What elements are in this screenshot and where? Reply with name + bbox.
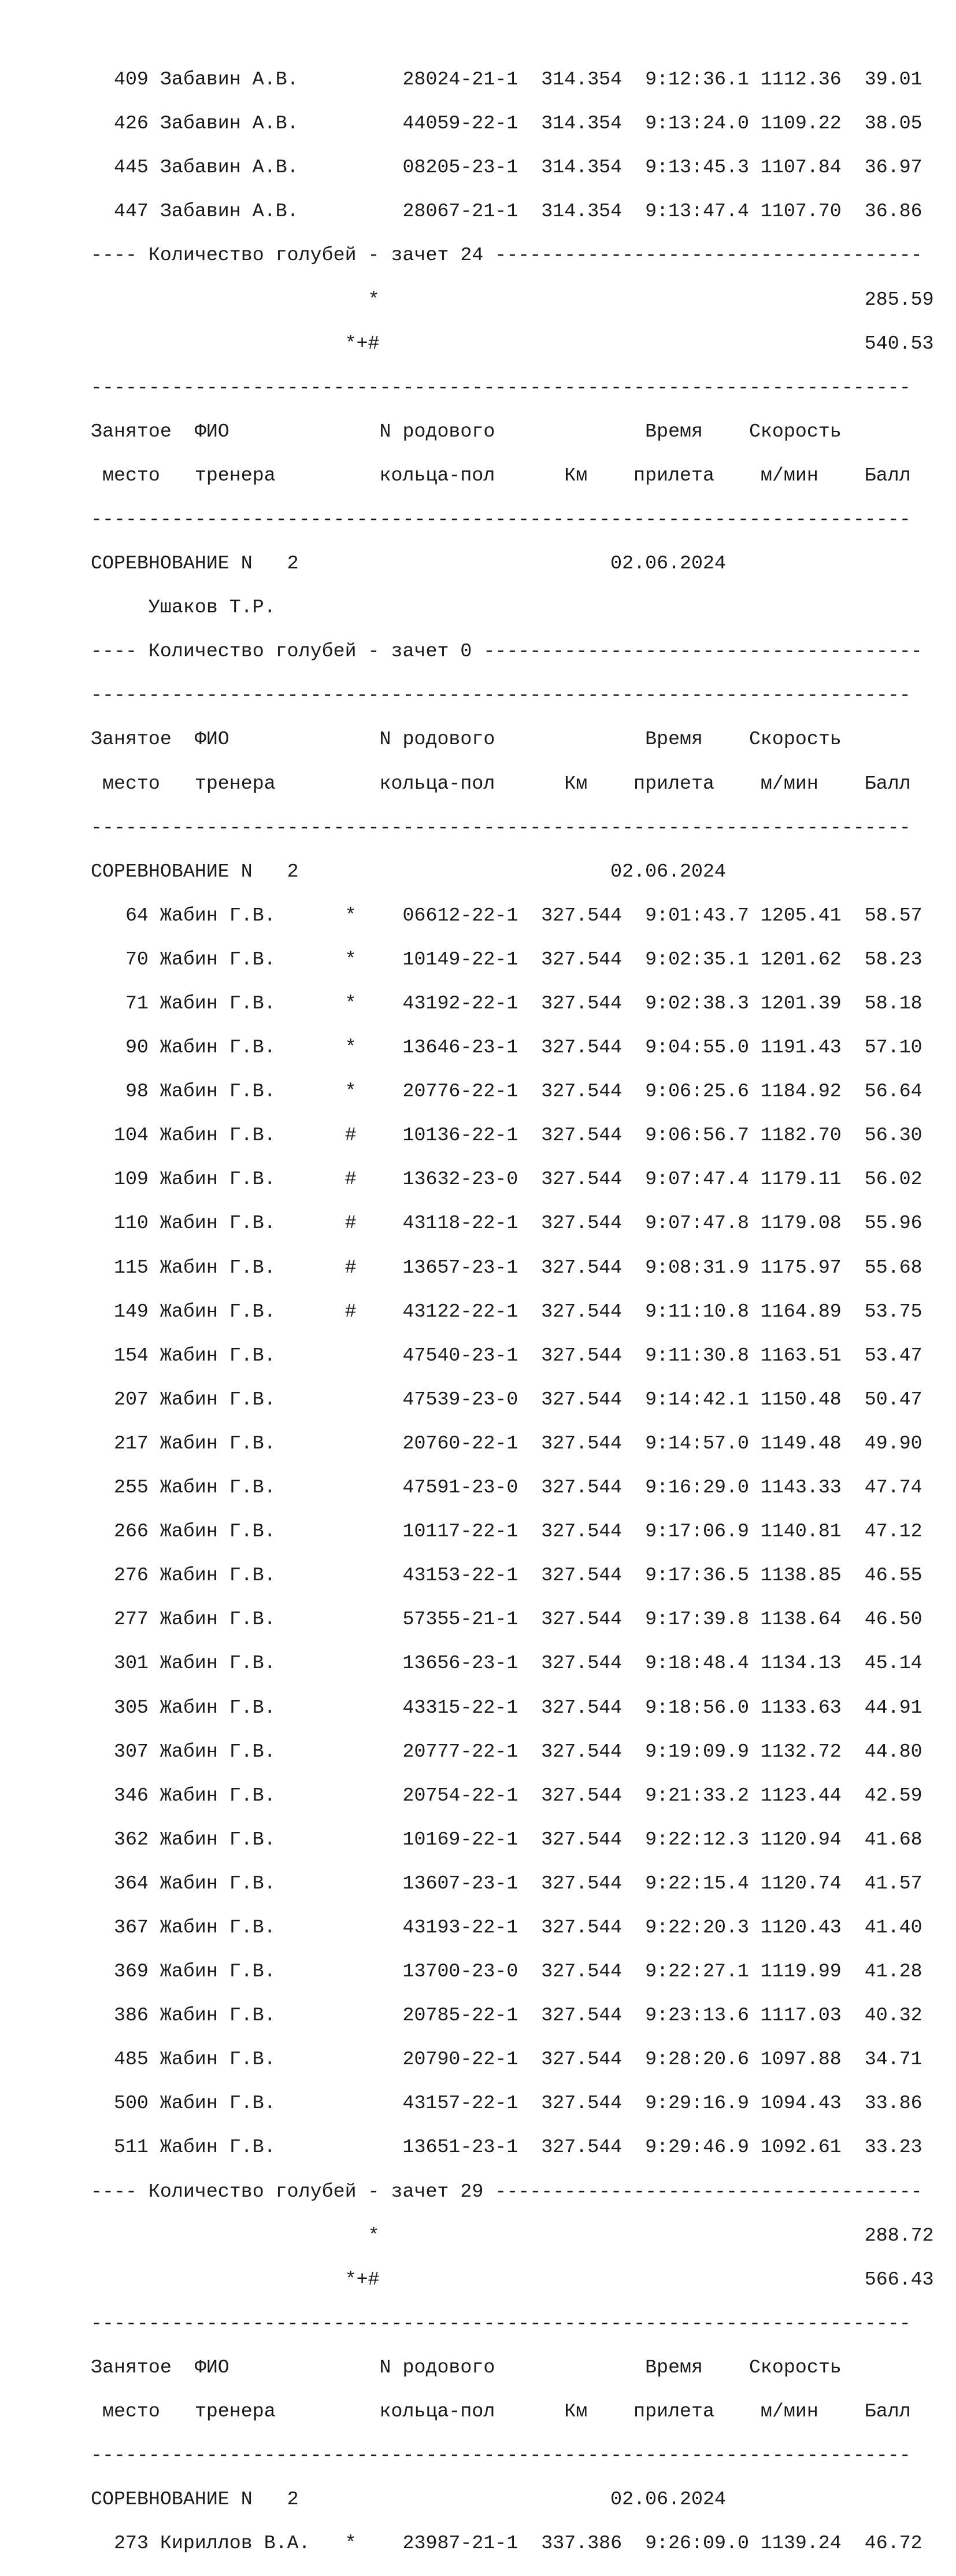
subtotal-star: * 288.72 [91,2224,934,2246]
result-row: 70 Жабин Г.В. * 10149-22-1 327.544 9:02:35.1 1201.62 58.23 [91,948,922,970]
result-row: 364 Жабин Г.В. 13607-23-1 327.544 9:22:15.4 1120.74 41.57 [91,1872,922,1894]
result-row: 346 Жабин Г.В. 20754-22-1 327.544 9:21:33.2 1123.44 42.59 [91,1784,922,1806]
result-row: 445 Забавин А.В. 08205-23-1 314.354 9:13:45.3 1107.84 36.97 [91,156,922,179]
column-header-line-1: Занятое ФИО N родового Время Скорость [91,728,842,751]
column-header-line-1: Занятое ФИО N родового Время Скорость [91,420,842,442]
separator-line: ----------------------------------------------------------------------- [91,376,911,398]
competition-heading: СОРЕВНОВАНИЕ N 2 02.06.2024 [91,2488,726,2511]
trainer-name: Ушаков Т.Р. [91,596,276,619]
pigeon-count-line: ---- Количество голубей - зачет 29 ------------------------------------- [91,2180,922,2202]
result-row: 485 Жабин Г.В. 20790-22-1 327.544 9:28:20.6 1097.88 34.71 [91,2048,922,2071]
result-row: 511 Жабин Г.В. 13651-23-1 327.544 9:29:46.9 1092.61 33.23 [91,2136,922,2159]
result-row: 207 Жабин Г.В. 47539-23-0 327.544 9:14:42.1 1150.48 50.47 [91,1388,922,1410]
separator-line: ----------------------------------------------------------------------- [91,816,911,838]
subtotal-star: * 285.59 [91,288,934,311]
pigeon-count-line: ---- Количество голубей - зачет 0 -------------------------------------- [91,640,922,663]
result-row: 409 Забавин А.В. 28024-21-1 314.354 9:12:36.1 1112.36 39.01 [91,68,922,91]
result-row: 217 Жабин Г.В. 20760-22-1 327.544 9:14:57.0 1149.48 49.90 [91,1432,922,1454]
result-row: 367 Жабин Г.В. 43193-22-1 327.544 9:22:20.3 1120.43 41.40 [91,1916,922,1938]
result-row: 71 Жабин Г.В. * 43192-22-1 327.544 9:02:38.3 1201.39 58.18 [91,992,922,1015]
result-row: 104 Жабин Г.В. # 10136-22-1 327.544 9:06:56.7 1182.70 56.30 [91,1124,922,1147]
result-row: 109 Жабин Г.В. # 13632-23-0 327.544 9:07:47.4 1179.11 56.02 [91,1168,922,1191]
result-row: 301 Жабин Г.В. 13656-23-1 327.544 9:18:48.4 1134.13 45.14 [91,1652,922,1675]
result-row: 255 Жабин Г.В. 47591-23-0 327.544 9:16:29.0 1143.33 47.74 [91,1476,922,1499]
result-row: 447 Забавин А.В. 28067-21-1 314.354 9:13:47.4 1107.70 36.86 [91,200,922,223]
result-row: 110 Жабин Г.В. # 43118-22-1 327.544 9:07:47.8 1179.08 55.96 [91,1212,922,1235]
result-row: 277 Жабин Г.В. 57355-21-1 327.544 9:17:39.8 1138.64 46.50 [91,1608,922,1631]
column-header-line-2: место тренера кольца-пол Км прилета м/мин Балл [91,772,911,794]
separator-line: ----------------------------------------------------------------------- [91,508,911,530]
result-row: 154 Жабин Г.В. 47540-23-1 327.544 9:11:30.8 1163.51 53.47 [91,1344,922,1366]
column-header-line-2: место тренера кольца-пол Км прилета м/мин Балл [91,464,911,486]
subtotal-star-plus-hash: *+# 566.43 [91,2268,934,2290]
result-row: 426 Забавин А.В. 44059-22-1 314.354 9:13:24.0 1109.22 38.05 [91,112,922,135]
result-row: 64 Жабин Г.В. * 06612-22-1 327.544 9:01:43.7 1205.41 58.57 [91,904,922,926]
column-header-line-1: Занятое ФИО N родового Время Скорость [91,2356,842,2378]
result-row: 362 Жабин Г.В. 10169-22-1 327.544 9:22:12.3 1120.94 41.68 [91,1828,922,1850]
result-row: 90 Жабин Г.В. * 13646-23-1 327.544 9:04:55.0 1191.43 57.10 [91,1036,922,1059]
result-row: 500 Жабин Г.В. 43157-22-1 327.544 9:29:16.9 1094.43 33.86 [91,2092,922,2115]
result-row: 266 Жабин Г.В. 10117-22-1 327.544 9:17:06.9 1140.81 47.12 [91,1520,922,1543]
result-row: 386 Жабин Г.В. 20785-22-1 327.544 9:23:13.6 1117.03 40.32 [91,2004,922,2027]
subtotal-star-plus-hash: *+# 540.53 [91,332,934,354]
separator-line: ----------------------------------------------------------------------- [91,684,911,707]
result-row: 276 Жабин Г.В. 43153-22-1 327.544 9:17:36.5 1138.85 46.55 [91,1564,922,1587]
result-row: 369 Жабин Г.В. 13700-23-0 327.544 9:22:27.1 1119.99 41.28 [91,1960,922,1983]
separator-line: ----------------------------------------------------------------------- [91,2312,911,2334]
result-row: 98 Жабин Г.В. * 20776-22-1 327.544 9:06:25.6 1184.92 56.64 [91,1080,922,1103]
separator-line: ----------------------------------------------------------------------- [91,2444,911,2467]
column-header-line-2: место тренера кольца-пол Км прилета м/мин Балл [91,2400,911,2423]
result-row: 115 Жабин Г.В. # 13657-23-1 327.544 9:08:31.9 1175.97 55.68 [91,1256,922,1278]
result-row: 305 Жабин Г.В. 43315-22-1 327.544 9:18:56.0 1133.63 44.91 [91,1696,922,1718]
results-printout [91,46,934,2576]
pigeon-count-line: ---- Количество голубей - зачет 24 ------------------------------------- [91,244,922,267]
result-row: 307 Жабин Г.В. 20777-22-1 327.544 9:19:09.9 1132.72 44.80 [91,1740,922,1762]
result-row: 273 Кириллов В.А. * 23987-21-1 337.386 9:26:09.0 1139.24 46.72 [91,2532,922,2555]
competition-heading: СОРЕВНОВАНИЕ N 2 02.06.2024 [91,860,726,882]
competition-heading: СОРЕВНОВАНИЕ N 2 02.06.2024 [91,552,726,575]
result-row: 149 Жабин Г.В. # 43122-22-1 327.544 9:11:10.8 1164.89 53.75 [91,1300,922,1322]
